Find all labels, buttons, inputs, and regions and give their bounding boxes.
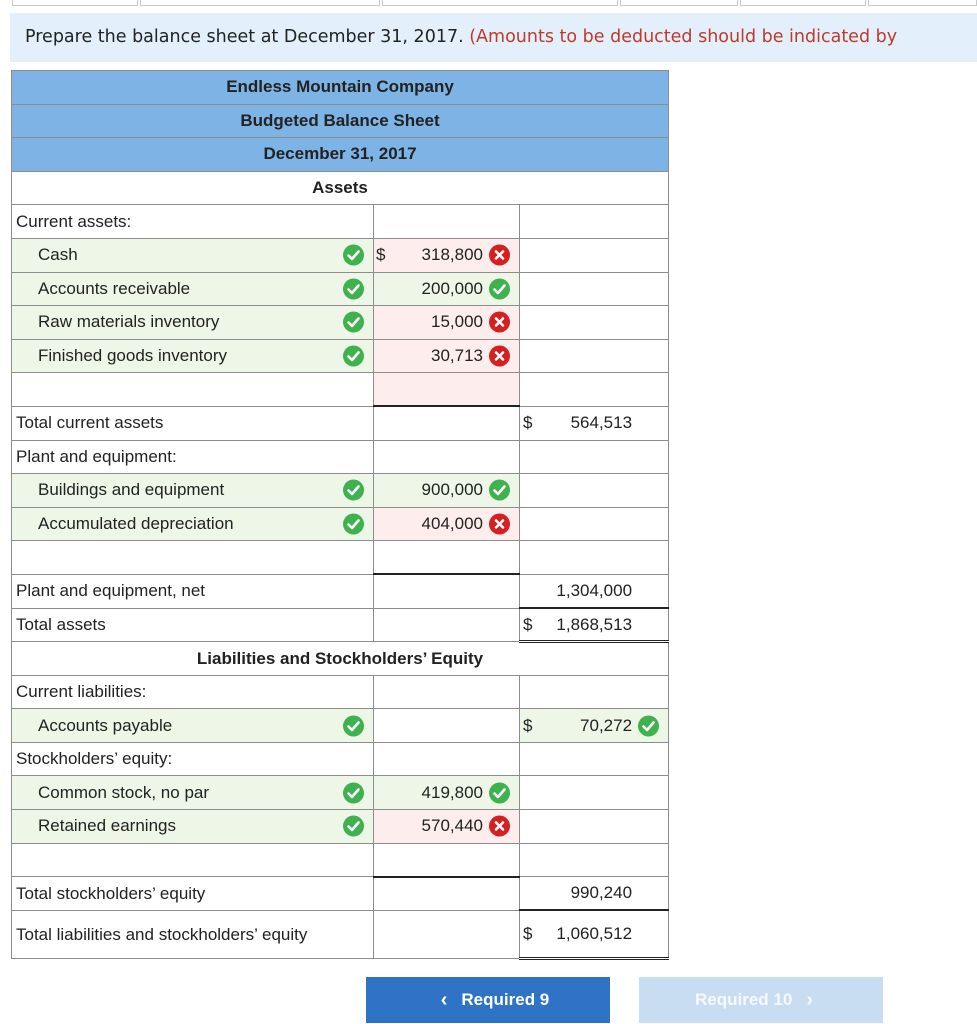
empty-cell[interactable]: [520, 474, 669, 508]
accum-label: Accumulated depreciation: [38, 514, 234, 534]
total-equity-cell[interactable]: [520, 877, 669, 911]
common-amount-cell[interactable]: [374, 776, 520, 810]
instruction-note: (Amounts to be deducted should be indicated by: [469, 27, 898, 47]
plant-net-value: 1,304,000: [556, 580, 633, 600]
accum-amount-cell[interactable]: [374, 507, 520, 541]
empty-cell[interactable]: [520, 272, 669, 306]
empty-cell[interactable]: [12, 541, 374, 575]
x-icon: [489, 312, 510, 333]
empty-cell[interactable]: [12, 843, 374, 877]
fg-row-label[interactable]: [12, 339, 374, 373]
total-liabilities-equity-cell[interactable]: [520, 910, 669, 958]
instruction-text: Prepare the balance sheet at December 31, 2017.: [25, 27, 464, 47]
empty-cell[interactable]: [374, 843, 520, 877]
empty-cell[interactable]: [520, 306, 669, 340]
common-value: 419,800: [421, 782, 483, 802]
x-icon: [489, 346, 510, 367]
assets-heading: Assets: [12, 171, 669, 205]
ar-amount-cell[interactable]: [374, 272, 520, 306]
check-icon: [489, 480, 510, 501]
dollar-sign: $: [523, 715, 533, 735]
total-current-assets-label: Total current assets: [12, 406, 374, 440]
ap-row-label[interactable]: [12, 709, 374, 743]
total-equity-value: 990,240: [570, 883, 633, 903]
top-tab-strip: [0, 0, 977, 6]
total-current-assets-value: 564,513: [570, 413, 633, 433]
empty-cell[interactable]: [374, 742, 520, 776]
empty-cell[interactable]: [374, 440, 520, 474]
ar-value: 200,000: [421, 278, 483, 298]
empty-cell[interactable]: [520, 742, 669, 776]
fg-amount-cell[interactable]: [374, 339, 520, 373]
check-icon: [489, 782, 510, 803]
raw-label: Raw materials inventory: [38, 312, 220, 332]
required-9-button[interactable]: [366, 977, 610, 1023]
statement-date: December 31, 2017: [12, 138, 669, 172]
empty-cell[interactable]: [520, 238, 669, 272]
buildings-amount-cell[interactable]: [374, 474, 520, 508]
empty-cell[interactable]: [520, 843, 669, 877]
tab-stub[interactable]: [868, 0, 977, 6]
empty-cell[interactable]: [374, 675, 520, 709]
buildings-label: Buildings and equipment: [38, 480, 225, 500]
dollar-sign: $: [523, 924, 533, 944]
empty-cell[interactable]: [374, 910, 520, 958]
tab-stub[interactable]: [740, 0, 866, 6]
chevron-left-icon: ‹: [440, 988, 448, 1011]
plant-equipment-label: Plant and equipment:: [12, 440, 374, 474]
empty-cell[interactable]: [520, 339, 669, 373]
tab-stub[interactable]: [140, 0, 380, 6]
cash-value: 318,800: [421, 245, 483, 265]
check-icon: [343, 245, 364, 266]
empty-cell[interactable]: [374, 406, 520, 440]
buildings-row-label[interactable]: [12, 474, 374, 508]
raw-value: 15,000: [431, 312, 483, 332]
liabilities-heading: Liabilities and Stockholders’ Equity: [12, 642, 669, 676]
tab-stub[interactable]: [382, 0, 618, 6]
ar-label: Accounts receivable: [38, 278, 191, 298]
buildings-value: 900,000: [421, 480, 483, 500]
empty-cell[interactable]: [374, 709, 520, 743]
ar-row-label[interactable]: [12, 272, 374, 306]
empty-cell[interactable]: [520, 507, 669, 541]
retained-label: Retained earnings: [38, 816, 176, 836]
empty-cell[interactable]: [374, 877, 520, 911]
empty-cell[interactable]: [520, 440, 669, 474]
chevron-right-icon: ›: [806, 988, 813, 1011]
dollar-sign: $: [523, 614, 533, 634]
retained-row-label[interactable]: [12, 810, 374, 844]
plant-net-label: Plant and equipment, net: [12, 574, 374, 608]
fg-value: 30,713: [431, 346, 483, 366]
empty-cell[interactable]: [520, 373, 669, 407]
total-assets-value: 1,868,513: [556, 614, 633, 634]
check-icon: [343, 816, 364, 837]
cash-row-label[interactable]: [12, 238, 374, 272]
accum-row-label[interactable]: [12, 507, 374, 541]
empty-cell[interactable]: [374, 574, 520, 608]
check-icon: [343, 715, 364, 736]
required-10-label: Required 10: [695, 990, 793, 1009]
cash-label: Cash: [38, 245, 78, 265]
total-liabilities-equity-value: 1,060,512: [556, 924, 633, 944]
x-icon: [489, 816, 510, 837]
stockholders-equity-label: Stockholders’ equity:: [12, 742, 374, 776]
cash-amount-cell[interactable]: [374, 238, 520, 272]
check-icon: [343, 480, 364, 501]
x-icon: [489, 245, 510, 266]
required-9-label: Required 9: [461, 990, 550, 1009]
empty-cell[interactable]: [520, 776, 669, 810]
ap-amount-cell[interactable]: [520, 709, 669, 743]
check-icon: [343, 312, 364, 333]
empty-cell[interactable]: [374, 608, 520, 642]
common-label: Common stock, no par: [38, 782, 210, 802]
dollar-sign: $: [523, 413, 533, 433]
ap-label: Accounts payable: [38, 715, 173, 735]
check-icon: [343, 346, 364, 367]
x-icon: [489, 514, 510, 535]
company-name: Endless Mountain Company: [12, 71, 669, 105]
check-icon: [343, 278, 364, 299]
check-icon: [343, 514, 364, 535]
plant-net-cell[interactable]: [520, 574, 669, 608]
empty-cell[interactable]: [520, 810, 669, 844]
check-icon: [489, 278, 510, 299]
empty-cell[interactable]: [520, 675, 669, 709]
empty-cell[interactable]: [520, 541, 669, 575]
current-liabilities-label: Current liabilities:: [12, 675, 374, 709]
balance-sheet-table: [11, 70, 669, 960]
instruction-banner: [10, 13, 977, 62]
tab-stub[interactable]: [12, 0, 138, 6]
fg-label: Finished goods inventory: [38, 346, 228, 366]
total-current-assets-cell[interactable]: [520, 406, 669, 440]
total-assets-label: Total assets: [12, 608, 374, 642]
empty-cell[interactable]: [374, 373, 520, 407]
empty-cell[interactable]: [520, 205, 669, 239]
current-assets-label: Current assets:: [12, 205, 374, 239]
empty-cell[interactable]: [374, 541, 520, 575]
raw-amount-cell[interactable]: [374, 306, 520, 340]
retained-value: 570,440: [421, 816, 483, 836]
total-liabilities-equity-label: Total liabilities and stockholders’ equity: [12, 910, 374, 958]
accum-value: 404,000: [421, 514, 483, 534]
check-icon: [343, 782, 364, 803]
required-10-button[interactable]: [639, 977, 883, 1023]
statement-title: Budgeted Balance Sheet: [12, 104, 669, 138]
ap-value: 70,272: [580, 715, 633, 735]
empty-cell[interactable]: [374, 205, 520, 239]
dollar-sign: $: [376, 245, 386, 265]
total-assets-cell[interactable]: [520, 608, 669, 642]
common-row-label[interactable]: [12, 776, 374, 810]
tab-stub[interactable]: [620, 0, 738, 6]
empty-cell[interactable]: [12, 373, 374, 407]
total-equity-label: Total stockholders’ equity: [12, 877, 374, 911]
check-icon: [638, 715, 659, 736]
retained-amount-cell[interactable]: [374, 810, 520, 844]
raw-row-label[interactable]: [12, 306, 374, 340]
